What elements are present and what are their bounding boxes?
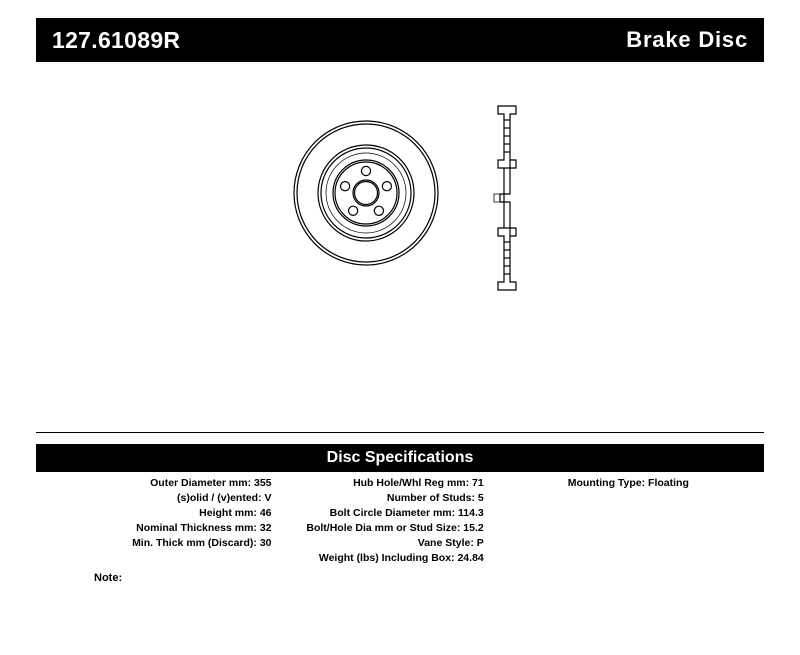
- brake-rotor-profile-icon: [476, 98, 556, 303]
- spec-column-middle: [284, 476, 524, 566]
- spec-title-bar: [36, 444, 764, 472]
- drawing-area: [36, 70, 764, 420]
- part-number: 127.61089R: [52, 26, 181, 53]
- spec-item: Hub Hole/Whl Reg mm: 71: [353, 477, 484, 489]
- spec-column-right: [524, 476, 764, 491]
- spec-item: Number of Studs: 5: [386, 492, 484, 504]
- spec-item: (s)olid / (v)ented: V: [177, 492, 272, 504]
- note-label: Note:: [94, 572, 123, 584]
- spec-divider: [36, 432, 764, 433]
- spec-columns: [36, 476, 764, 566]
- spec-item: Mounting Type: Floating: [567, 477, 689, 489]
- spec-item: Bolt Circle Diameter mm: 114.3: [329, 507, 484, 519]
- spec-title: Disc Specifications: [326, 449, 474, 466]
- spec-item: Nominal Thickness mm: 32: [136, 522, 272, 534]
- brake-rotor-face-icon: [286, 108, 446, 283]
- spec-column-left: [36, 476, 284, 551]
- spec-item: Vane Style: P: [417, 537, 484, 549]
- spec-item: Height mm: 46: [199, 507, 272, 519]
- header-bar: [36, 18, 764, 62]
- product-type-label: Brake Disc: [626, 27, 748, 52]
- spec-item: Bolt/Hole Dia mm or Stud Size: 15.2: [306, 522, 484, 534]
- note-row: [36, 568, 764, 586]
- spec-item: Outer Diameter mm: 355: [150, 477, 272, 489]
- spec-item: Min. Thick mm (Discard): 30: [132, 537, 272, 549]
- spec-item: Weight (lbs) Including Box: 24.84: [318, 552, 484, 564]
